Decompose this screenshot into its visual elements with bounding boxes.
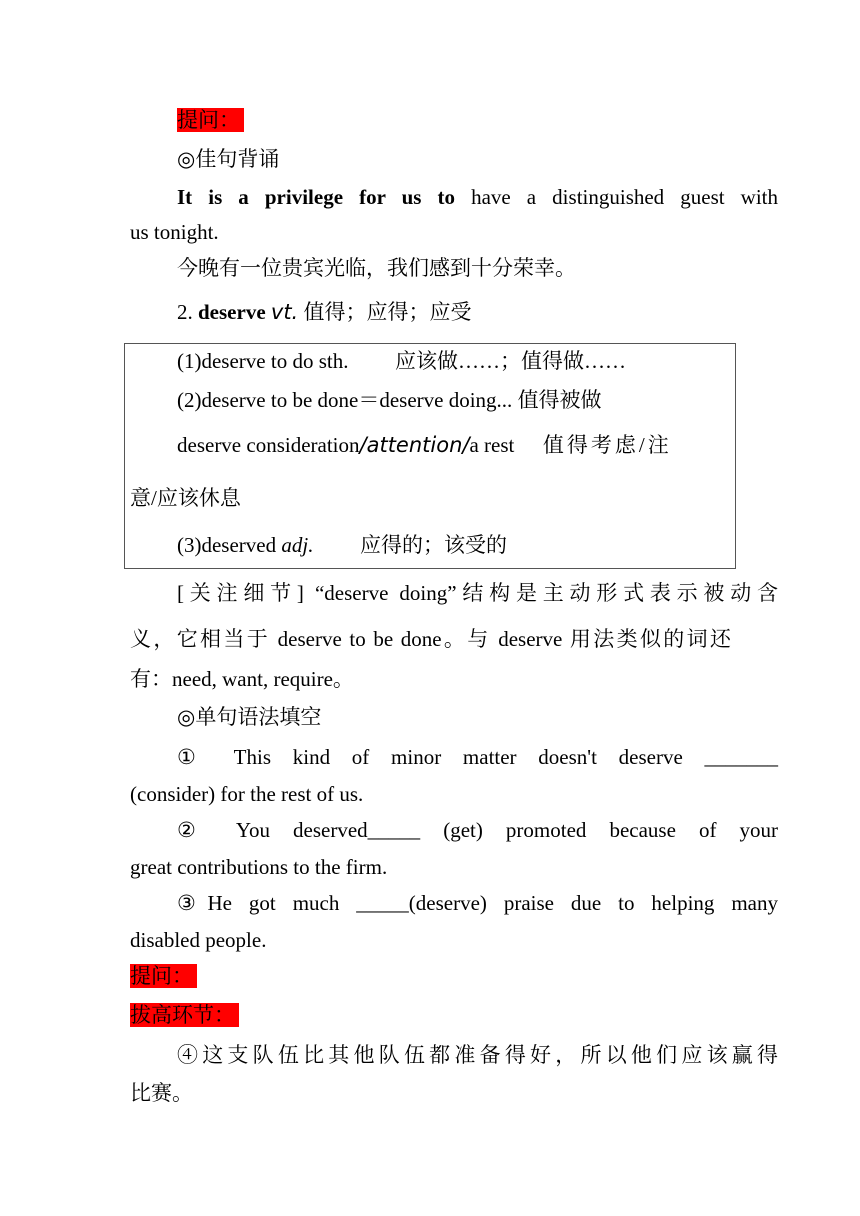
usage-item-2-zh: 值得被做 bbox=[517, 388, 602, 412]
usage-item-2-en: (2)deserve to be done＝deserve doing... bbox=[177, 388, 513, 412]
note-line1 bbox=[177, 579, 778, 607]
usage-item-3-zh: 应得的；该受的 bbox=[359, 533, 507, 557]
question-3-line2: disabled people. bbox=[130, 928, 267, 952]
question-4-line1: ④这支队伍比其他队伍都准备得好，所以他们应该赢得 bbox=[177, 1043, 778, 1067]
entry-pos: vt. bbox=[270, 300, 299, 324]
slash: / bbox=[359, 433, 367, 457]
usage-item-2b-zh2: 意/应该休息 bbox=[130, 486, 241, 510]
slash: / bbox=[462, 433, 470, 457]
usage-item-3-pos: adj. bbox=[281, 533, 314, 557]
note-text-1: “deserve doing”结构是主动形式表示被动含 bbox=[314, 581, 778, 605]
question-2-line1: ② You deserved_____ (get) promoted because of your bbox=[177, 818, 778, 842]
section-heading-grammar: ◎单句语法填空 bbox=[177, 705, 322, 729]
usage-item-2b bbox=[177, 431, 672, 459]
question-label bbox=[177, 106, 244, 134]
usage-item-3 bbox=[177, 531, 507, 559]
section-heading-famous-sentence: ◎佳句背诵 bbox=[177, 147, 280, 171]
usage-item-2b-en2: attention bbox=[366, 433, 463, 457]
advanced-label bbox=[130, 1001, 239, 1029]
highlighted-label: 提问： bbox=[177, 108, 244, 132]
example-sentence-en-line2: us tonight. bbox=[130, 220, 219, 244]
question-label-2 bbox=[130, 962, 197, 990]
usage-item-1-en: (1)deserve to do sth. bbox=[177, 349, 349, 373]
example-sentence-en-line1 bbox=[177, 183, 778, 211]
example-sentence-zh: 今晚有一位贵宾光临，我们感到十分荣幸。 bbox=[177, 256, 576, 280]
usage-item-1 bbox=[177, 347, 626, 375]
usage-item-2b-en3: a rest bbox=[469, 433, 515, 457]
example-sentence-rest: have a distinguished guest with bbox=[455, 185, 778, 209]
note-line2: 义，它相当于 deserve to be done。与 deserve 用法类似的词还 bbox=[130, 627, 731, 651]
entry-word: deserve bbox=[198, 300, 266, 324]
question-3-line1: ③He got much _____(deserve) praise due to helping many bbox=[177, 891, 778, 915]
question-1-line1: ① This kind of minor matter doesn't deserve _______ bbox=[177, 745, 778, 769]
usage-item-1-zh: 应该做……；值得做…… bbox=[394, 349, 626, 373]
highlighted-label: 提问： bbox=[130, 964, 197, 988]
question-2-line2: great contributions to the firm. bbox=[130, 855, 388, 879]
note-line3: 有：need, want, require。 bbox=[130, 667, 354, 691]
key-phrase: It is a privilege for us to bbox=[177, 185, 456, 209]
usage-item-3-en: (3)deserved bbox=[177, 533, 282, 557]
usage-item-2b-zh1: 值得考虑/注 bbox=[542, 433, 672, 457]
question-4-line2: 比赛。 bbox=[130, 1081, 193, 1105]
entry-number: 2. bbox=[177, 300, 198, 324]
highlighted-label: 拔高环节： bbox=[130, 1003, 239, 1027]
entry-meaning: 值得；应得；应受 bbox=[303, 300, 472, 324]
usage-item-2 bbox=[177, 386, 602, 414]
question-1-line2: (consider) for the rest of us. bbox=[130, 782, 364, 806]
usage-item-2b-en1: deserve consideration bbox=[177, 433, 360, 457]
note-tag: [关注细节] bbox=[177, 581, 304, 605]
vocab-entry bbox=[177, 298, 471, 326]
